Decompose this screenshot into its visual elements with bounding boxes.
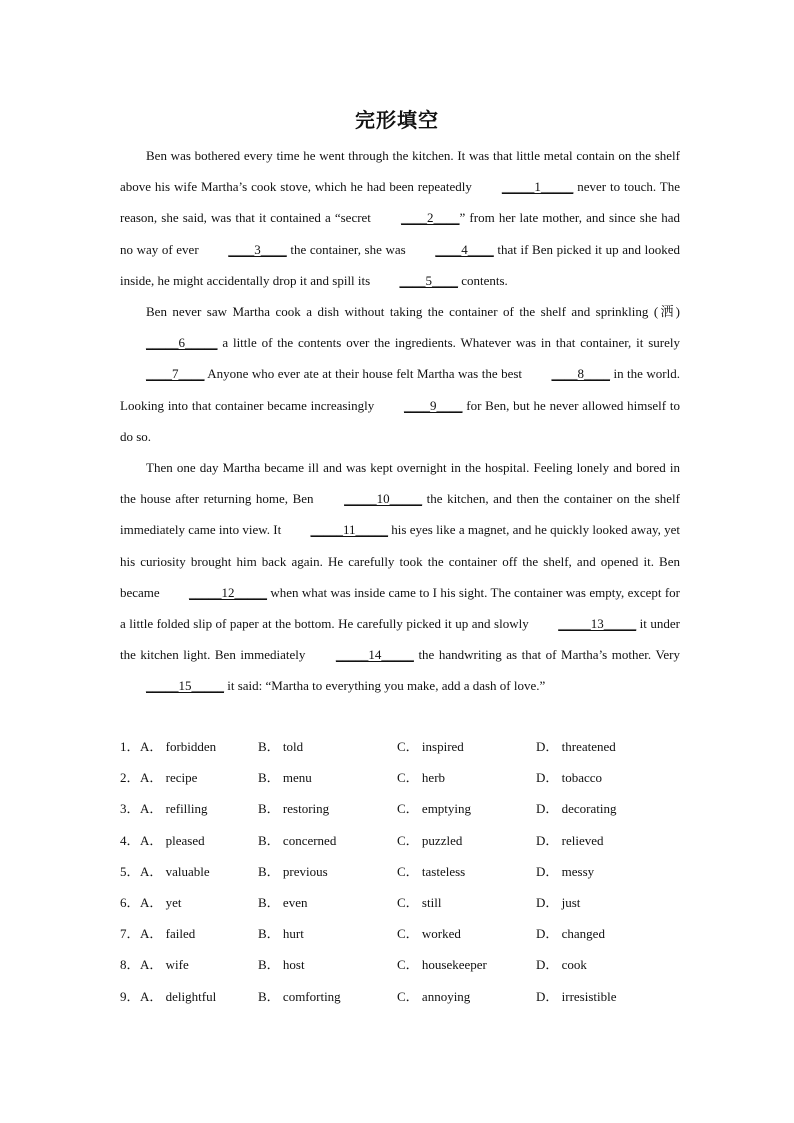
blank-13: _____13_____ <box>558 616 637 632</box>
option-b: B． menu <box>258 770 312 786</box>
option-b: B． restoring <box>258 801 330 817</box>
option-b: B． host <box>258 957 305 973</box>
passage-text: the container, she was <box>286 241 410 257</box>
question-row <box>120 981 680 1012</box>
passage-text: never to touch. The reason, she said, was that it contained a “secret <box>120 179 681 226</box>
option-d: D． cook <box>536 957 587 973</box>
option-c: C． tasteless <box>397 863 466 879</box>
option-a: A． forbidden <box>140 739 217 754</box>
option-a: A． valuable <box>140 863 210 879</box>
passage-text: for Ben, but he never allowed himself to do so. <box>120 397 681 444</box>
passage-text: it said: “Martha to everything you make, add a dash of love.” <box>224 678 546 694</box>
question-row <box>120 762 680 793</box>
passage-paragraph-3 <box>120 452 680 702</box>
blank-11: _____11_____ <box>310 522 389 538</box>
option-a: A． failed <box>140 926 196 942</box>
question-number: 4． <box>120 832 140 848</box>
passage-text: Ben was bothered every time he went through the kitchen. It was that little metal contain on the shelf above his wife Martha’s cook stove, which he had been repeatedly <box>120 148 680 195</box>
option-a: A． wife <box>140 957 189 973</box>
passage-text: the kitchen, and then the container on the shelf immediately came into view. It <box>120 491 681 538</box>
blank-9: ____9____ <box>403 397 463 413</box>
passage-text: the handwriting as that of Martha’s mother. Very <box>413 647 680 663</box>
option-d: D． relieved <box>536 832 604 848</box>
option-c: C． emptying <box>397 801 472 817</box>
cloze-passage <box>120 140 680 702</box>
question-number: 6． <box>120 894 140 910</box>
option-c: C． annoying <box>397 988 471 1004</box>
option-d: D． messy <box>536 863 595 879</box>
blank-1: _____1_____ <box>501 179 574 195</box>
option-a: A． recipe <box>140 770 198 786</box>
blank-6: _____6_____ <box>146 335 218 351</box>
question-row <box>120 856 680 887</box>
option-b: B． told <box>258 739 304 754</box>
option-d: D． tobacco <box>536 770 603 786</box>
passage-text: Ben never saw Martha cook a dish without taking the container of the shelf and sprinkling (洒) <box>146 304 680 320</box>
question-number: 9． <box>120 988 140 1004</box>
option-b: B． comforting <box>258 988 341 1004</box>
passage-text: his eyes like a magnet, and he quickly looked away, yet his curiosity brought him back again. He carefully took the container off the shelf, and opened it. Ben became <box>120 522 680 600</box>
question-row <box>120 918 680 949</box>
question-number: 5． <box>120 863 140 879</box>
option-a: A． pleased <box>140 832 205 848</box>
blank-4: ____4____ <box>435 241 494 257</box>
question-number: 1． <box>120 739 140 754</box>
option-d: D． decorating <box>536 801 617 817</box>
passage-text: a little of the contents over the ingredients. Whatever was in that container, it surely <box>217 335 680 351</box>
option-d: D． changed <box>536 926 605 942</box>
option-a: A． refilling <box>140 801 208 817</box>
blank-12: _____12_____ <box>189 584 268 600</box>
blank-14: _____14_____ <box>335 647 414 663</box>
blank-8: ____8____ <box>551 366 610 382</box>
question-number: 2． <box>120 770 140 786</box>
passage-text: ” from her late mother, and since she had no way of ever <box>120 210 680 257</box>
option-c: C． herb <box>397 770 446 786</box>
blank-15: _____15_____ <box>146 678 224 694</box>
passage-text: Then one day Martha became ill and was kept overnight in the hospital. Feeling lonely and bored in the house after returning home, Ben <box>120 460 680 507</box>
option-b: B． even <box>258 894 308 910</box>
option-c: C． still <box>397 894 442 910</box>
option-d: D． irresistible <box>536 988 617 1004</box>
passage-text: when what was inside came to I his sight. The container was empty, except for a little folded slip of paper at the bottom. He carefully picked it up and slowly <box>120 584 680 632</box>
passage-text: Anyone who ever ate at their house felt Martha was the best <box>204 366 526 382</box>
question-row <box>120 887 680 918</box>
question-row <box>120 731 680 762</box>
passage-text: in the world. Looking into that container became increasingly <box>120 366 680 413</box>
option-d: D． just <box>536 894 581 910</box>
question-row <box>120 949 680 980</box>
option-b: B． concerned <box>258 832 337 848</box>
option-c: C． inspired <box>397 739 464 754</box>
question-number: 7． <box>120 926 140 942</box>
question-row <box>120 825 680 856</box>
option-b: B． hurt <box>258 926 304 942</box>
blank-3: ____3____ <box>228 241 287 257</box>
passage-paragraph-2 <box>120 296 680 452</box>
passage-text: that if Ben picked it up and looked inside, he might accidentally drop it and spill its <box>120 241 681 288</box>
option-d: D． threatened <box>536 739 616 754</box>
question-number: 3． <box>120 801 140 817</box>
passage-paragraph-1 <box>120 140 680 296</box>
passage-text: it under the kitchen light. Ben immediately <box>120 616 680 663</box>
passage-text: contents. <box>457 272 508 288</box>
blank-7: ____7____ <box>146 366 205 382</box>
question-row <box>120 793 680 824</box>
blank-2: ____2____ <box>401 210 460 226</box>
option-c: C． puzzled <box>397 832 463 848</box>
option-b: B． previous <box>258 863 328 879</box>
question-options <box>120 731 680 1012</box>
option-a: A． yet <box>140 894 182 910</box>
blank-5: ____5____ <box>399 272 458 288</box>
option-a: A． delightful <box>140 988 217 1004</box>
page-title: 完形填空 <box>355 108 439 132</box>
blank-10: _____10_____ <box>344 491 423 507</box>
option-c: C． housekeeper <box>397 957 487 973</box>
option-c: C． worked <box>397 926 461 942</box>
question-number: 8． <box>120 957 140 973</box>
